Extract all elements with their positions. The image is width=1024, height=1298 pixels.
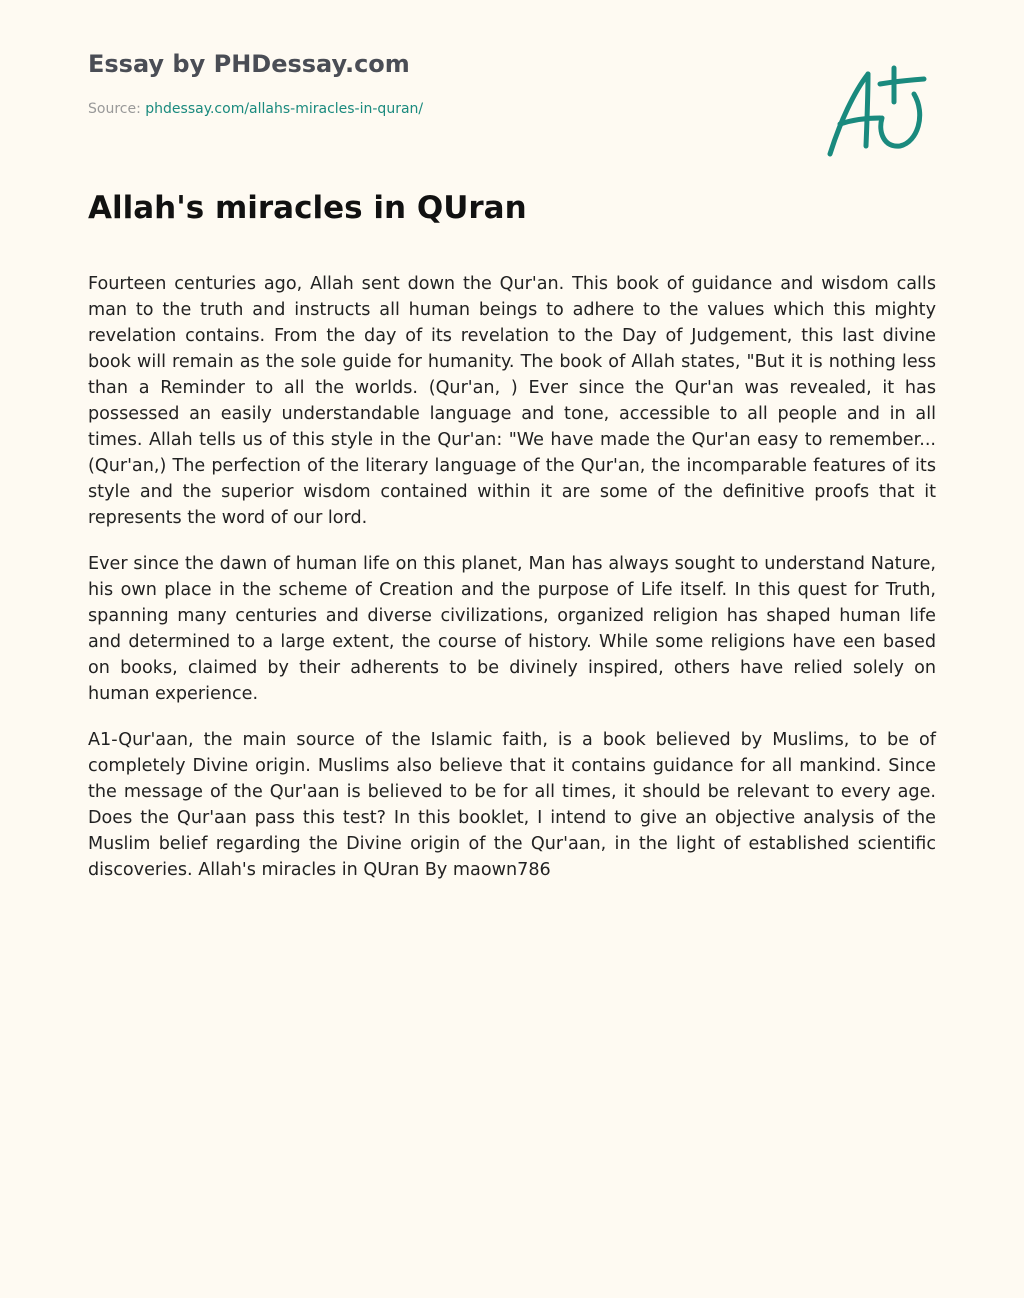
essay-paragraph-2: Ever since the dawn of human life on this planet, Man has always sought to understand Nature, his own place in the scheme of Creation and the purpose of Life itself. In this quest for Truth, spanning many centuries and diverse civilizations, organized religion has shaped human life and determined to a large extent, the course of history. While some religions have een based on books, claimed by their adherents to be divinely inspired, others have relied solely on human experience. — [88, 554, 936, 704]
essay-paragraph-3: A1-Qur'aan, the main source of the Islamic faith, is a book believed by Muslims, to be of completely Divine origin. Muslims also believe that it contains guidance for all mankind. Since the message of the Qur'aan is believed to be for all times, it should be relevant to every age. Does the Qur'aan pass this test? In this booklet, I intend to give an objective analysis of the Muslim belief regarding the Divine origin of the Qur'aan, in the light of established scientific discoveries. Allah's miracles in QUran By maown786 — [88, 730, 936, 880]
essay-paragraph-1: Fourteen centuries ago, Allah sent down the Qur'an. This book of guidance and wisdom calls man to the truth and instructs all human beings to adhere to the values which this mighty revelation contains. From the day of its revelation to the Day of Judgement, this last divine book will remain as the sole guide for humanity. The book of Allah states, "But it is nothing less than a Reminder to all the worlds. (Qur'an, ) Ever since the Qur'an was revealed, it has possessed an easily understandable language and tone, accessible to all people and in all times. Allah tells us of this style in the Qur'an: "We have made the Qur'an easy to remember... (Qur'an,) The perfection of the literary language of the Qur'an, the incomparable features of its style and the superior wisdom contained within it are some of the definitive proofs that it represents the word of our lord. — [88, 274, 936, 528]
source-label: Source: — [88, 101, 146, 117]
source-line — [88, 101, 423, 117]
essay-title: Allah's miracles in QUran — [88, 190, 527, 226]
essay-body — [88, 271, 936, 903]
source-link[interactable]: phdessay.com/allahs-miracles-in-quran/ — [145, 101, 424, 117]
site-brand: Essay by PHDessay.com — [88, 50, 410, 78]
a-plus-logo-icon — [822, 62, 932, 162]
